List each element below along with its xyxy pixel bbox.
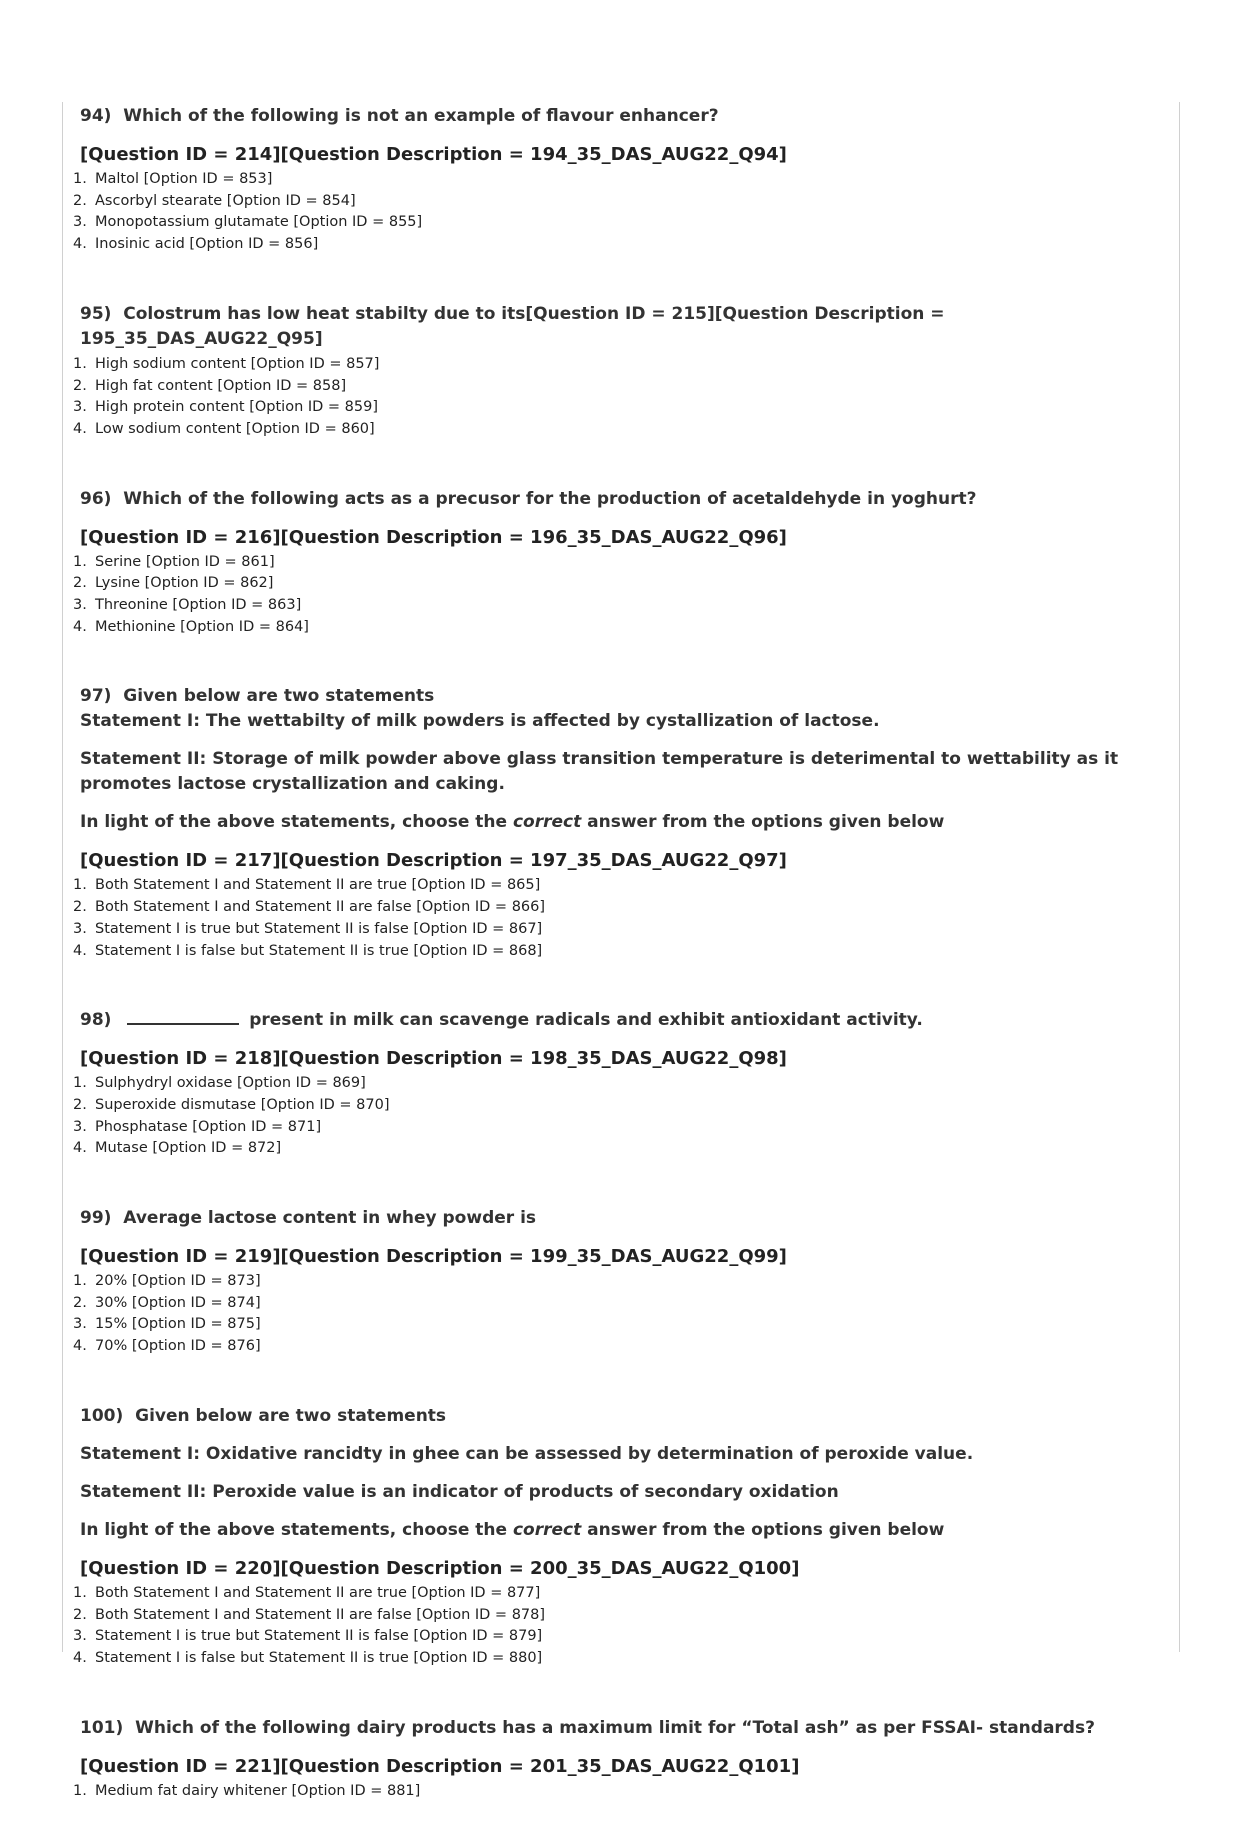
option-list <box>73 354 1160 441</box>
question-text: 100) Given below are two statements <box>80 1405 447 1426</box>
instruction-text: In light of the above statements, choose the correct answer from the options given below <box>80 1519 945 1540</box>
option-item: 1. Both Statement I and Statement II are true [Option ID = 865] <box>73 877 541 894</box>
option-item: 2. 30% [Option ID = 874] <box>73 1294 261 1311</box>
statement-two: Statement II: Peroxide value is an indicator of products of secondary oxidation <box>80 1481 839 1502</box>
question-id: [Question ID = 217][Question Description = 197_35_DAS_AUG22_Q97] <box>80 850 787 872</box>
question-99 <box>73 1206 1160 1358</box>
question-text: 97) Given below are two statements <box>80 686 435 707</box>
question-101 <box>73 1716 1160 1803</box>
question-97 <box>73 684 1160 962</box>
option-item: 1. High sodium content [Option ID = 857] <box>73 355 380 372</box>
question-text: 96) Which of the following acts as a precusor for the production of acetaldehyde in yoghurt? <box>80 488 977 509</box>
statement-one: Statement I: Oxidative rancidty in ghee can be assessed by determination of peroxide value. <box>80 1443 974 1464</box>
question-id: [Question ID = 218][Question Description = 198_35_DAS_AUG22_Q98] <box>80 1048 787 1070</box>
question-id: [Question ID = 216][Question Description = 196_35_DAS_AUG22_Q96] <box>80 526 787 548</box>
question-id: [Question ID = 221][Question Description = 201_35_DAS_AUG22_Q101] <box>80 1755 800 1777</box>
option-item: 2. Superoxide dismutase [Option ID = 870] <box>73 1096 390 1113</box>
option-item: 2. Ascorbyl stearate [Option ID = 854] <box>73 192 356 209</box>
instruction-text: In light of the above statements, choose the correct answer from the options given below <box>80 812 945 833</box>
question-text: 94) Which of the following is not an example of flavour enhancer? <box>80 106 719 126</box>
option-item: 4. Statement I is false but Statement II is true [Option ID = 880] <box>73 1649 543 1666</box>
option-item: 3. Threonine [Option ID = 863] <box>73 597 302 614</box>
option-item: 3. Phosphatase [Option ID = 871] <box>73 1118 322 1135</box>
option-list <box>73 552 1160 639</box>
question-98 <box>73 1008 1160 1160</box>
fill-in-blank <box>127 1009 239 1025</box>
option-item: 1. 20% [Option ID = 873] <box>73 1273 261 1290</box>
option-item: 1. Serine [Option ID = 861] <box>73 553 275 570</box>
option-item: 2. High fat content [Option ID = 858] <box>73 377 347 394</box>
option-item: 2. Both Statement I and Statement II are false [Option ID = 866] <box>73 899 546 916</box>
option-item: 4. Methionine [Option ID = 864] <box>73 618 309 635</box>
option-item: 3. Monopotassium glutamate [Option ID = 855] <box>73 214 423 231</box>
question-id: [Question ID = 219][Question Description = 199_35_DAS_AUG22_Q99] <box>80 1246 787 1268</box>
statement-two: Statement II: Storage of milk powder above glass transition temperature is deterimental to wettability as it promotes lactose crystallization and caking. <box>80 749 1119 795</box>
option-item: 3. 15% [Option ID = 875] <box>73 1316 261 1333</box>
option-list <box>73 1073 1160 1160</box>
option-list <box>73 875 1160 962</box>
question-id: [Question ID = 220][Question Description = 200_35_DAS_AUG22_Q100] <box>80 1557 800 1579</box>
statement-one: Statement I: The wettabilty of milk powders is affected by cystallization of lactose. <box>80 711 880 732</box>
question-100 <box>73 1404 1160 1670</box>
option-item: 1. Medium fat dairy whitener [Option ID = 881] <box>73 1782 421 1799</box>
option-item: 3. Statement I is true but Statement II is false [Option ID = 867] <box>73 920 543 937</box>
question-94 <box>73 104 1160 256</box>
option-item: 4. 70% [Option ID = 876] <box>73 1338 261 1355</box>
question-text: 99) Average lactose content in whey powder is <box>80 1208 537 1229</box>
option-item: 2. Lysine [Option ID = 862] <box>73 575 274 592</box>
option-item: 1. Maltol [Option ID = 853] <box>73 171 273 187</box>
question-id: [Question ID = 214][Question Description = 194_35_DAS_AUG22_Q94] <box>80 144 787 165</box>
option-item: 3. Statement I is true but Statement II is false [Option ID = 879] <box>73 1628 543 1645</box>
option-item: 4. Low sodium content [Option ID = 860] <box>73 420 375 437</box>
option-item: 1. Sulphydryl oxidase [Option ID = 869] <box>73 1075 366 1092</box>
option-item: 3. High protein content [Option ID = 859] <box>73 399 379 416</box>
question-text: 98) present in milk can scavenge radicals and exhibit antioxidant activity. <box>80 1010 923 1031</box>
option-item: 4. Inosinic acid [Option ID = 856] <box>73 236 319 253</box>
question-95 <box>73 302 1160 441</box>
option-list <box>73 169 1160 256</box>
option-list <box>73 1271 1160 1358</box>
option-item: 4. Statement I is false but Statement II is true [Option ID = 868] <box>73 942 543 959</box>
option-item: 2. Both Statement I and Statement II are false [Option ID = 878] <box>73 1606 546 1623</box>
option-list <box>73 1781 1160 1803</box>
question-96 <box>73 487 1160 639</box>
question-list <box>73 104 1160 1848</box>
option-item: 4. Mutase [Option ID = 872] <box>73 1140 282 1157</box>
option-list <box>73 1583 1160 1670</box>
option-item: 1. Both Statement I and Statement II are true [Option ID = 877] <box>73 1584 541 1601</box>
question-text: 95) Colostrum has low heat stabilty due to its[Question ID = 215][Question Description = 195_35_DAS_AUG22_Q95] <box>80 303 945 349</box>
question-text: 101) Which of the following dairy products has a maximum limit for “Total ash” as per FSSAI- standards? <box>80 1717 1095 1738</box>
